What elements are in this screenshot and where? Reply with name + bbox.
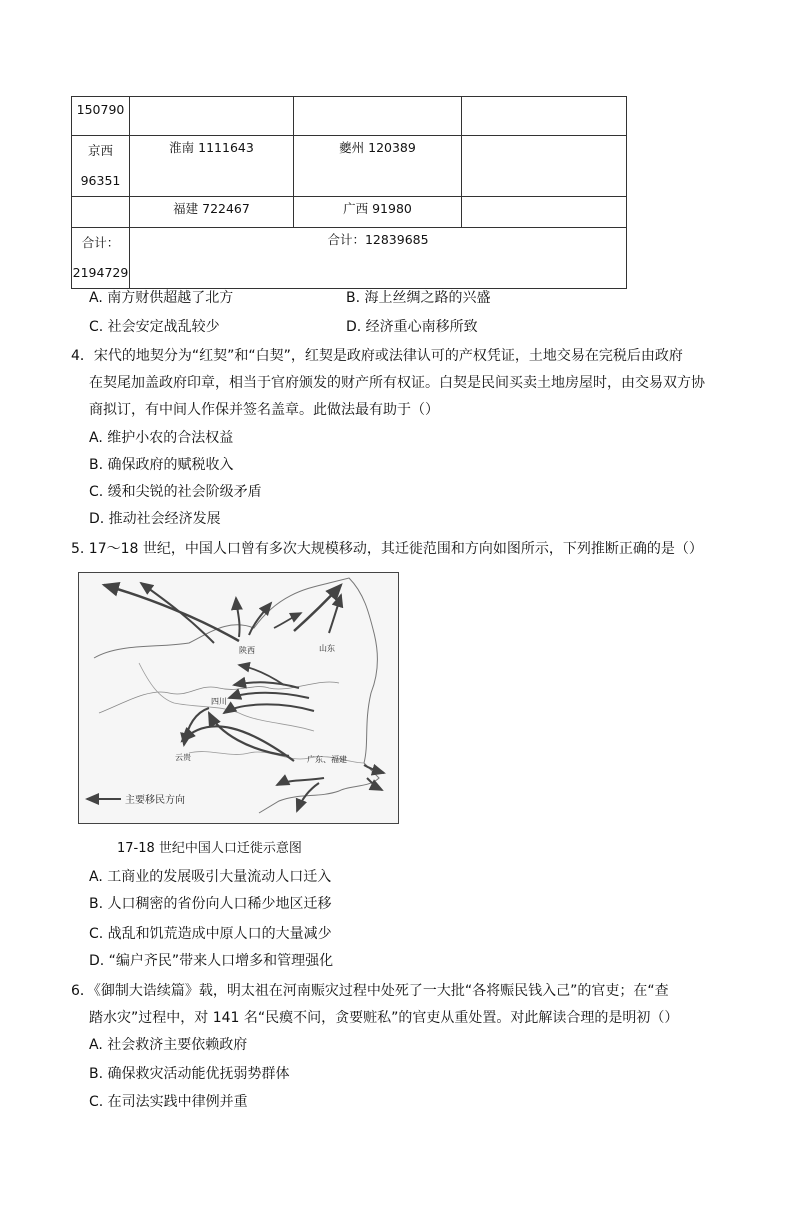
q5-stem: 5. 17～18 世纪，中国人口曾有多次大规模移动，其迁徙范围和方向如图所示，下列推断正确的是（） [71,541,703,557]
label-shandong: 山东 [319,644,335,653]
migration-arrow [104,585,239,641]
table-cell [294,97,462,136]
table-row [72,228,627,289]
q4-stem-line: 商拟订，有中间人作保并签名盖章。此做法最有助于（） [89,402,439,418]
q6-stem-line: 踏水灾”过程中，对 141 名“民瘼不问，贪要赃私”的官吏从重处置。对此解读合理的是明初（） [89,1010,679,1026]
table-cell [294,136,462,197]
q6-option-b[interactable]: B. 确保救灾活动能优抚弱势群体 [89,1066,290,1082]
cell-text: 夔州 120389 [339,140,416,155]
table-row [72,197,627,228]
migration-arrow [274,613,301,628]
table-cell [72,136,130,197]
table-cell [130,197,294,228]
migration-arrow [236,598,240,637]
q3-option-a[interactable]: A. 南方财供超越了北方 [89,290,234,306]
cell-text: 150790 [76,102,125,117]
table-cell [462,197,627,228]
map-legend: 主要移民方向 [125,795,185,806]
migration-arrow [297,783,319,811]
q4-option-a[interactable]: A. 维护小农的合法权益 [89,430,234,446]
q4-stem-line: 4．宋代的地契分为“红契”和“白契”，红契是政府或法律认可的产权凭证，土地交易在完税后由政府 [71,348,683,364]
table-cell [462,136,627,197]
migration-arrow [182,726,294,761]
table-cell [130,97,294,136]
label-guangdong-fujian: 广东、福建 [307,755,347,764]
migration-arrow [364,765,384,773]
table-cell [130,136,294,197]
cell-text: 福建 722467 [173,201,250,216]
migration-arrow [329,595,341,633]
q6-option-c[interactable]: C. 在司法实践中律例并重 [89,1094,248,1110]
q5-option-d[interactable]: D. “编户齐民”带来人口增多和管理强化 [89,953,334,969]
q3-option-d[interactable]: D. 经济重心南移所致 [346,319,478,335]
table-row [72,97,627,136]
cell-text: 96351 [80,173,121,188]
q5-option-c[interactable]: C. 战乱和饥荒造成中原人口的大量减少 [89,926,332,942]
migration-arrow [249,603,271,635]
label-yunnan: 云贵 [175,753,191,762]
cell-text: 广西 91980 [343,201,412,216]
q4-option-d[interactable]: D. 推动社会经济发展 [89,511,221,527]
q4-stem-line: 在契尾加盖政府印章，相当于官府颁发的财产所有权证。白契是民间买卖土地房屋时，由交易双方协 [89,375,705,391]
cell-text: 合计：12839685 [327,232,429,247]
table-cell [72,197,130,228]
migration-arrow [224,704,314,713]
migration-arrow [294,585,341,631]
migration-map [78,572,399,824]
cell-text: 2194729 [72,265,129,280]
q3-option-c[interactable]: C. 社会安定战乱较少 [89,319,220,335]
migration-arrow [141,583,214,643]
cell-text: 淮南 1111643 [169,140,254,155]
q5-option-b[interactable]: B. 人口稠密的省份向人口稀少地区迁移 [89,896,332,912]
cell-text: 合计： [81,235,120,250]
table-cell [130,228,627,289]
label-sichuan: 四川 [211,697,227,706]
table-row [72,136,627,197]
cell-text: 京西 [87,143,113,158]
table-cell [462,97,627,136]
map-svg [79,573,398,823]
q3-option-b[interactable]: B. 海上丝绸之路的兴盛 [346,290,491,306]
label-shaanxi: 陕西 [239,646,255,655]
map-caption: 17-18 世纪中国人口迁徙示意图 [117,841,302,856]
table-cell [72,97,130,136]
table-cell [72,228,130,289]
q4-option-c[interactable]: C. 缓和尖锐的社会阶级矛盾 [89,484,262,500]
q6-option-a[interactable]: A. 社会救济主要依赖政府 [89,1037,248,1053]
migration-arrow [229,693,309,698]
q6-stem-line: 6．《御制大诰续篇》载，明太祖在河南赈灾过程中处死了一大批“各将赈民钱入己”的官吏；在“查 [71,983,669,999]
tax-revenue-table [71,96,627,289]
q4-option-b[interactable]: B. 确保政府的赋税收入 [89,457,234,473]
q5-option-a[interactable]: A. 工商业的发展吸引大量流动人口迁入 [89,869,332,885]
table-cell [294,197,462,228]
